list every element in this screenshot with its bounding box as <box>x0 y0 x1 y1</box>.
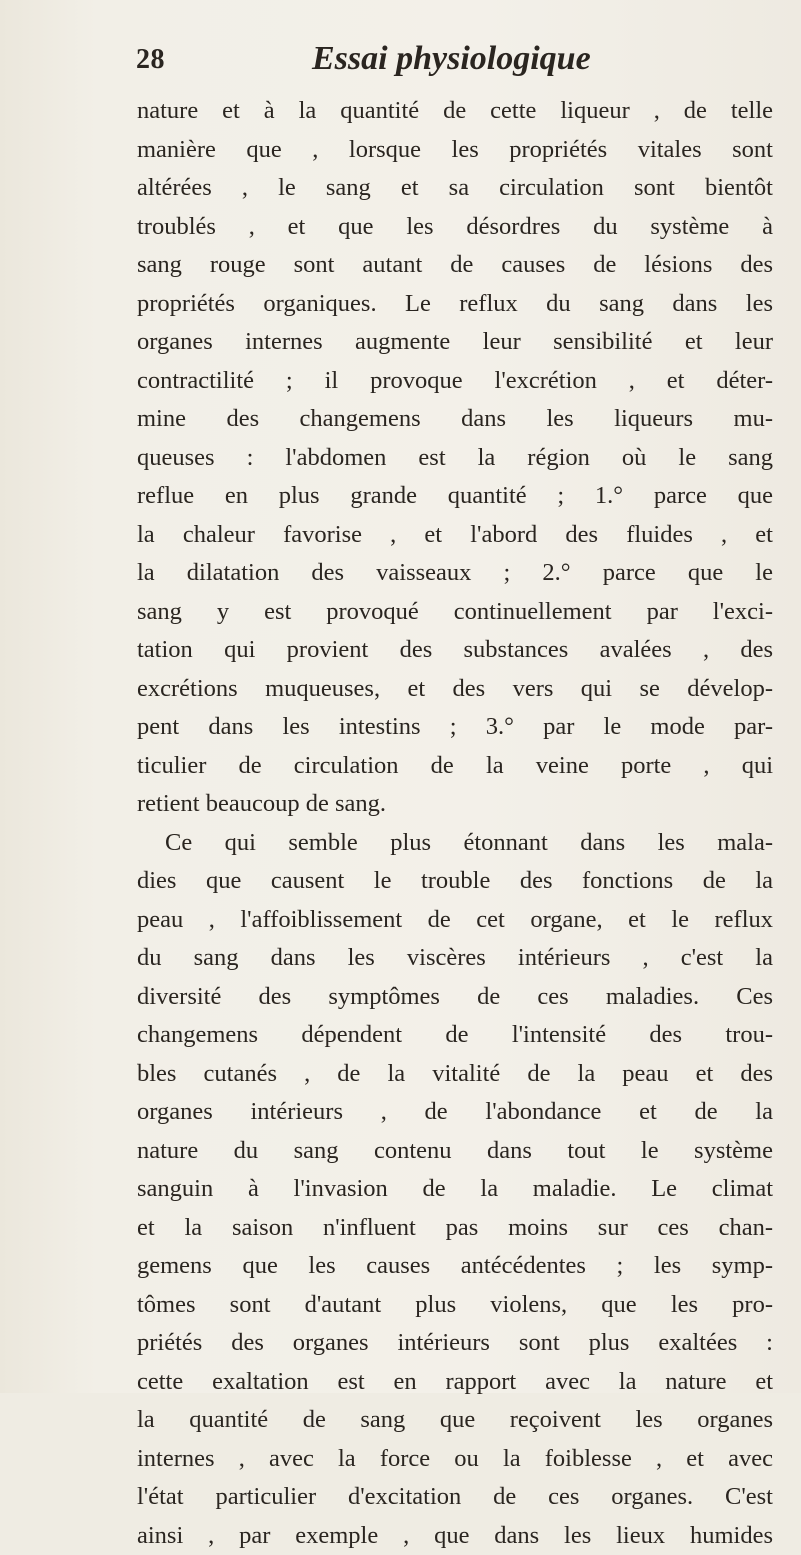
text-line: la quantité de sang que reçoivent les organes <box>137 1401 773 1440</box>
text-line: bles cutanés , de la vitalité de la peau et des <box>137 1055 773 1094</box>
text-line: organes intérieurs , de l'abondance et de la <box>137 1093 773 1132</box>
text-line: cette exaltation est en rapport avec la nature et <box>137 1363 773 1402</box>
text-line: contractilité ; il provoque l'excrétion , et déter- <box>137 362 773 401</box>
text-line: dies que causent le trouble des fonctions de la <box>137 862 773 901</box>
text-line: tômes sont d'autant plus violens, que les pro- <box>137 1286 773 1325</box>
text-line: la chaleur favorise , et l'abord des fluides , et <box>137 516 773 555</box>
text-line: mine des changemens dans les liqueurs mu- <box>137 400 773 439</box>
text-line: reflue en plus grande quantité ; 1.° parce que <box>137 477 773 516</box>
text-line: l'état particulier d'excitation de ces organes. C'est <box>137 1478 773 1517</box>
text-line: troublés , et que les désordres du système à <box>137 208 773 247</box>
text-line: manière que , lorsque les propriétés vitales sont <box>137 131 773 170</box>
text-line: du sang dans les viscères intérieurs , c'est la <box>137 939 773 978</box>
text-line: diversité des symptômes de ces maladies. Ces <box>137 978 773 1017</box>
page-header <box>136 40 696 88</box>
text-line: pent dans les intestins ; 3.° par le mode par- <box>137 708 773 747</box>
running-title: Essai physiologique <box>312 40 591 78</box>
text-line: ticulier de circulation de la veine porte , qui <box>137 747 773 786</box>
text-line: sang y est provoqué continuellement par l'exci- <box>137 593 773 632</box>
text-line: organes internes augmente leur sensibilité et leur <box>137 323 773 362</box>
text-line: peau , l'affoiblissement de cet organe, et le reflux <box>137 901 773 940</box>
text-line: internes , avec la force ou la foiblesse , et avec <box>137 1440 773 1479</box>
text-line: excrétions muqueuses, et des vers qui se dévelop- <box>137 670 773 709</box>
text-line: la dilatation des vaisseaux ; 2.° parce que le <box>137 554 773 593</box>
text-line: tation qui provient des substances avalées , des <box>137 631 773 670</box>
page-number: 28 <box>136 44 165 76</box>
text-line: et la saison n'influent pas moins sur ces chan- <box>137 1209 773 1248</box>
text-line: nature et à la quantité de cette liqueur , de telle <box>137 92 773 131</box>
text-line: altérées , le sang et sa circulation sont bientôt <box>137 169 773 208</box>
text-line: nature du sang contenu dans tout le système <box>137 1132 773 1171</box>
text-line: gemens que les causes antécédentes ; les symp- <box>137 1247 773 1286</box>
paragraph-start-line: Ce qui semble plus étonnant dans les mala- <box>137 824 773 863</box>
text-line: ainsi , par exemple , que dans les lieux humides <box>137 1517 773 1555</box>
body-text <box>137 92 773 1555</box>
text-line: sanguin à l'invasion de la maladie. Le climat <box>137 1170 773 1209</box>
text-line: sang rouge sont autant de causes de lésions des <box>137 246 773 285</box>
text-line: changemens dépendent de l'intensité des trou- <box>137 1016 773 1055</box>
text-line: queuses : l'abdomen est la région où le sang <box>137 439 773 478</box>
text-line: propriétés organiques. Le reflux du sang dans les <box>137 285 773 324</box>
paragraph-end-line: retient beaucoup de sang. <box>137 785 773 824</box>
text-line: priétés des organes intérieurs sont plus exaltées : <box>137 1324 773 1363</box>
